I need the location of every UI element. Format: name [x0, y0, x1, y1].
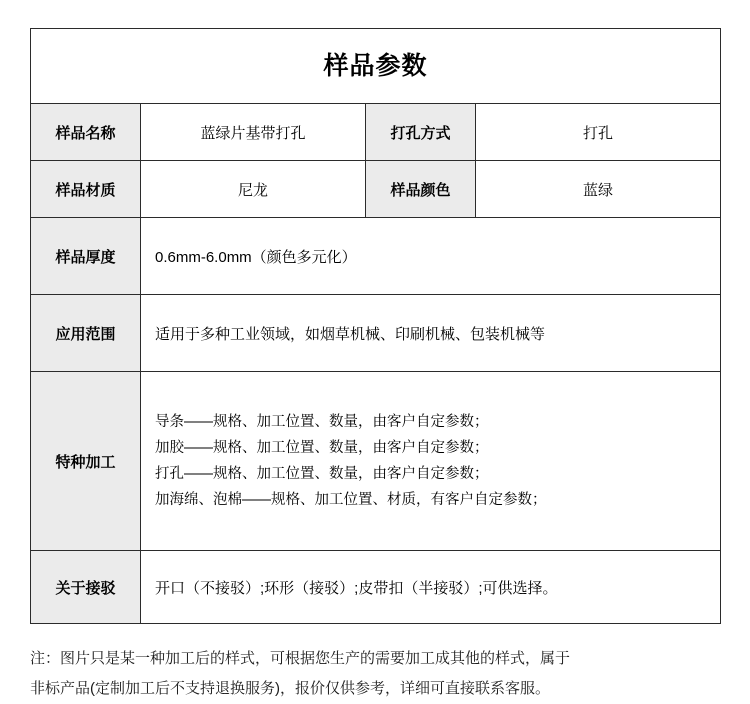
row-label-sample-color: 样品颜色 [366, 161, 476, 218]
row-value-punch-method: 打孔 [476, 104, 721, 161]
table-row [31, 295, 721, 372]
sample-parameters-table [30, 28, 721, 624]
row-value-sample-color: 蓝绿 [476, 161, 721, 218]
row-value-thickness: 0.6mm-6.0mm（颜色多元化） [141, 218, 721, 295]
special-processing-list [141, 403, 720, 519]
row-label-sample-material: 样品材质 [31, 161, 141, 218]
list-item: 加海绵、泡棉——规格、加工位置、材质，有客户自定参数； [155, 492, 547, 508]
list-item: 导条——规格、加工位置、数量，由客户自定参数； [155, 414, 489, 430]
row-value-sample-material: 尼龙 [141, 161, 366, 218]
row-label-special-processing: 特种加工 [31, 372, 141, 551]
row-value-application-scope: 适用于多种工业领域，如烟草机械、印刷机械、包装机械等 [141, 295, 721, 372]
row-value-special-processing [141, 372, 721, 551]
footnote [30, 644, 720, 704]
table-row [31, 218, 721, 295]
row-label-connection: 关于接驳 [31, 551, 141, 624]
page-title: 样品参数 [31, 29, 721, 104]
list-item: 加胶——规格、加工位置、数量，由客户自定参数； [155, 440, 489, 456]
table-row [31, 551, 721, 624]
row-label-sample-name: 样品名称 [31, 104, 141, 161]
row-label-punch-method: 打孔方式 [366, 104, 476, 161]
footnote-line-2: 非标产品(定制加工后不支持退换服务)，报价仅供参考，详细可直接联系客服。 [30, 680, 550, 697]
footnote-line-1: 注：图片只是某一种加工后的样式，可根据您生产的需要加工成其他的样式，属于 [30, 650, 571, 667]
table-row [31, 161, 721, 218]
table-row [31, 372, 721, 551]
table-row [31, 104, 721, 161]
table-title-row [31, 29, 721, 104]
row-label-thickness: 样品厚度 [31, 218, 141, 295]
list-item: 打孔——规格、加工位置、数量，由客户自定参数； [155, 466, 489, 482]
row-value-sample-name: 蓝绿片基带打孔 [141, 104, 366, 161]
row-value-connection: 开口（不接驳）;环形（接驳）;皮带扣（半接驳）;可供选择。 [141, 551, 721, 624]
row-label-application-scope: 应用范围 [31, 295, 141, 372]
